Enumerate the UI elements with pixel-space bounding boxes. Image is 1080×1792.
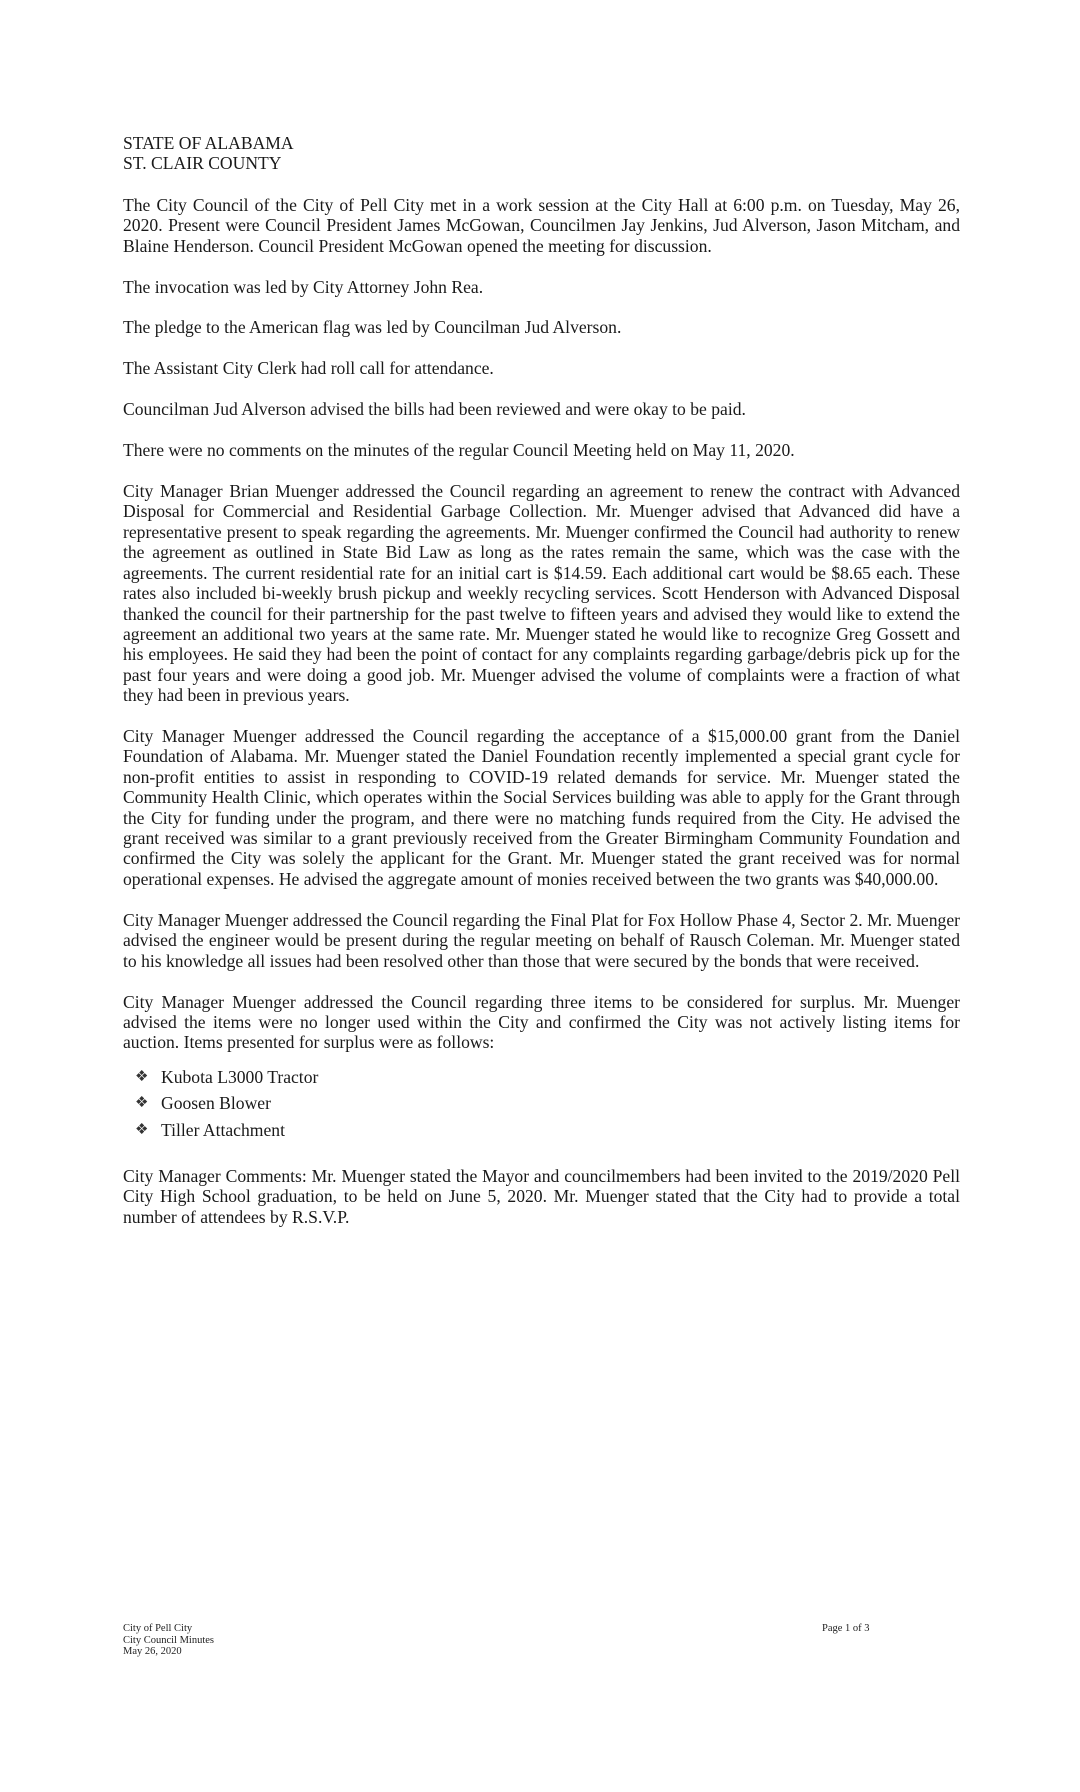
footer-city: City of Pell City [123,1623,193,1634]
paragraph-invocation: The invocation was led by City Attorney John Rea. [123,276,484,297]
paragraph-manager-comments: City Manager Comments: Mr. Muenger stated the Mayor and councilmembers had been invited to the 2019/2020 Pell City High School graduation, to be held on June 5, 2020. Mr. Muenger stated that the City had to provide a total number of attendees by R.S.V.P. [123,1165,960,1227]
paragraph-bills: Councilman Jud Alverson advised the bills had been reviewed and were okay to be paid. [123,399,746,420]
list-item [135,1093,960,1113]
paragraph-pledge: The pledge to the American flag was led by Councilman Jud Alverson. [123,317,622,338]
paragraph-roll-call: The Assistant City Clerk had roll call for attendance. [123,358,494,379]
footer-document-info [123,1623,214,1658]
list-item [135,1120,960,1140]
page-number: Page 1 of 3 [822,1623,870,1634]
paragraph-final-plat: City Manager Muenger addressed the Council regarding the Final Plat for Fox Hollow Phase 4, Sector 2. Mr. Muenger advised the engineer would be present during the regular meeting on behalf of Rausch Coleman. Mr. Muenger stated to his knowledge all issues had been resolved other than those that were secured by the bonds that were received. [123,909,960,971]
surplus-item-label: Kubota L3000 Tractor [161,1066,319,1087]
surplus-item-label: Goosen Blower [161,1093,271,1114]
diamond-bullet-icon: ❖ [135,1068,149,1085]
paragraph-minutes: There were no comments on the minutes of the regular Council Meeting held on May 11, 2020. [123,440,795,461]
county-line: ST. CLAIR COUNTY [123,153,282,174]
paragraph-grant: City Manager Muenger addressed the Council regarding the acceptance of a $15,000.00 grant from the Daniel Foundation of Alabama. Mr. Muenger stated the Daniel Foundation recently implemented a special grant cycle for non-profit entities to assist in responding to COVID-19 related demands for service. Mr. Muenger stated the Community Health Clinic, which operates within the Social Services building was able to apply for the Grant through the City for funding under the program, and there were no matching funds required from the City. He advised the grant received was similar to a grant previously received from the Greater Birmingham Community Foundation and confirmed the City was solely the applicant for the Grant. Mr. Muenger stated the grant received was for normal operational expenses. He advised the aggregate amount of monies received between the two grants was $40,000.00. [123,726,960,889]
surplus-item-label: Tiller Attachment [161,1119,285,1140]
paragraph-opening: The City Council of the City of Pell City met in a work session at the City Hall at 6:00 p.m. on Tuesday, May 26, 2020. Present were Council President James McGowan, Councilmen Jay Jenkins, Jud Alverson, Jason Mitcham, and Blaine Henderson. Council President McGowan opened the meeting for discussion. [123,194,960,256]
document-body [123,133,960,1227]
state-line: STATE OF ALABAMA [123,133,294,153]
paragraph-garbage-contract: City Manager Brian Muenger addressed the Council regarding an agreement to renew the contract with Advanced Disposal for Commercial and Residential Garbage Collection. Mr. Muenger advised that Advanced did have a representative present to speak regarding the agreements. Mr. Muenger confirmed the Council had authority to renew the agreement as outlined in State Bid Law as long as the rates remain the same, which was the case with the agreements. The current residential rate for an initial cart is $14.59. Each additional cart would be $8.65 each. These rates also included bi-weekly brush pickup and weekly recycling services. Scott Henderson with Advanced Disposal thanked the council for their partnership for the past twelve to fifteen years and advised they would like to extend the agreement an additional two years at the same rate. Mr. Muenger stated he would like to recognize Greg Gossett and his employees. He said they had been the point of contact for any complaints regarding garbage/debris pick up for the past four years and were doing a good job. Mr. Muenger advised the volume of complaints were a fraction of what they had been in previous years. [123,481,960,706]
diamond-bullet-icon: ❖ [135,1121,149,1138]
footer-date: May 26, 2020 [123,1646,182,1657]
paragraph-surplus: City Manager Muenger addressed the Council regarding three items to be considered for surplus. Mr. Muenger advised the items were no longer used within the City and confirmed the City was not actively listing items for auction. Items presented for surplus were as follows: [123,991,960,1053]
list-item [135,1067,960,1087]
surplus-items-list [135,1067,960,1140]
diamond-bullet-icon: ❖ [135,1095,149,1112]
document-heading [123,133,960,174]
footer-title: City Council Minutes [123,1634,215,1646]
